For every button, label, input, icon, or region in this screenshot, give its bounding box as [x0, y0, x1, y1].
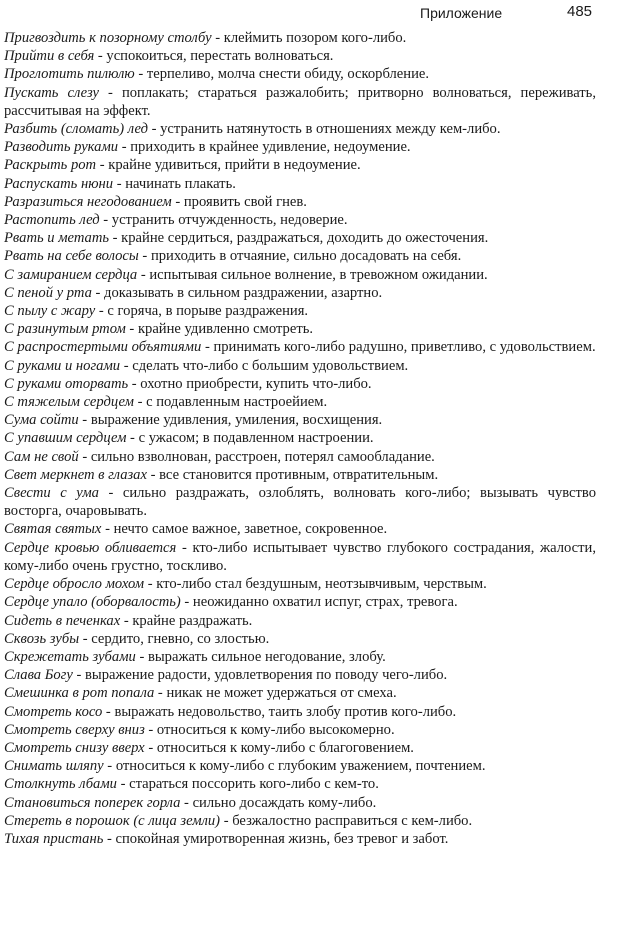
idiom-entry	[4, 739, 596, 757]
idiom-entry	[4, 539, 596, 575]
idiom-entry	[4, 466, 596, 484]
idiom-definition: - начинать плакать.	[113, 175, 236, 192]
idiom-definition: - сильно взволнован, расстроен, потерял самообладание.	[78, 448, 435, 465]
idiom-entry	[4, 120, 596, 138]
idiom-term: Смешинка в рот попала	[4, 685, 155, 702]
idiom-entry	[4, 375, 596, 393]
idiom-entry	[4, 630, 596, 648]
idiom-term: Свести с ума	[4, 485, 99, 502]
idiom-definition: - относиться к кому-либо с глубоким уважением, почтением.	[103, 758, 486, 775]
idiom-definition: - кто-либо испытывает чувство глубокого сострадания, жалости, кому-либо очень грустно, тоскливо.	[4, 539, 596, 574]
idiom-definition: - все становится противным, отвратительным.	[146, 466, 439, 483]
idiom-term: Смотреть снизу вверх	[4, 739, 145, 756]
idiom-entry	[4, 648, 596, 666]
idiom-term: С руками и ногами	[4, 357, 121, 374]
idiom-term: Сердце упало (оборвалость)	[4, 594, 181, 611]
idiom-term: Сам не свой	[4, 448, 79, 465]
idiom-term: С пеной у рта	[4, 284, 92, 301]
idiom-definition: - клеймить позором кого-либо.	[211, 30, 407, 46]
idiom-entry	[4, 247, 596, 265]
idiom-entry	[4, 612, 596, 630]
idiom-entry	[4, 520, 596, 538]
idiom-definition: - проявить свой гнев.	[171, 193, 307, 210]
idiom-term: С распростертыми объятиями	[4, 339, 202, 356]
idiom-term: С разинутым ртом	[4, 321, 126, 338]
idiom-term: Свет меркнет в глазах	[4, 466, 147, 483]
idiom-definition: - относиться к кому-либо с благоговением.	[144, 739, 414, 756]
idiom-entry	[4, 175, 596, 193]
idiom-term: С руками оторвать	[4, 375, 129, 392]
idiom-term: Раскрыть рот	[4, 157, 97, 174]
idiom-entry	[4, 448, 596, 466]
idiom-entry	[4, 284, 596, 302]
idiom-entry	[4, 721, 596, 739]
idiom-definition: - приходить в отчаяние, сильно досадовать на себя.	[138, 248, 462, 265]
idiom-entry	[4, 484, 596, 520]
idiom-entry	[4, 156, 596, 174]
idiom-definition: - выражать сильное негодование, злобу.	[135, 648, 386, 665]
idiom-definition: - охотно приобрести, купить что-либо.	[128, 375, 372, 392]
idiom-term: Сердце обросло мохом	[4, 576, 145, 593]
idiom-entry	[4, 266, 596, 284]
idiom-entry	[4, 320, 596, 338]
idiom-entry	[4, 302, 596, 320]
idiom-entry	[4, 775, 596, 793]
idiom-term: Смотреть косо	[4, 703, 103, 720]
idiom-term: Разразиться негодованием	[4, 193, 172, 210]
idiom-term: С замиранием сердца	[4, 266, 138, 283]
idiom-definition: - кто-либо стал бездушным, неотзывчивым, черствым.	[144, 576, 487, 593]
idiom-term: С пылу с жару	[4, 303, 96, 320]
idiom-term: Смотреть сверху вниз	[4, 721, 145, 738]
page-header	[0, 2, 620, 24]
idiom-term: Тихая пристань	[4, 830, 104, 847]
idiom-term: Становиться поперек горла	[4, 794, 181, 811]
idiom-term: Рвать на себе волосы	[4, 248, 139, 265]
idiom-term: Рвать и метать	[4, 230, 110, 247]
idiom-entry	[4, 593, 596, 611]
idiom-definition: - устранить натянутость в отношениях между кем-либо.	[147, 121, 501, 138]
idiom-entry	[4, 393, 596, 411]
idiom-entry	[4, 812, 596, 830]
idiom-term: Святая святых	[4, 521, 102, 538]
idiom-term: Столкнуть лбами	[4, 776, 117, 793]
idiom-definition: - крайне раздражать.	[120, 612, 253, 629]
idiom-term: Сквозь зубы	[4, 630, 80, 647]
idiom-definition: - испытывая сильное волнение, в тревожном ожидании.	[137, 266, 488, 283]
idiom-term: Стереть в порошок (с лица земли)	[4, 812, 221, 829]
idiom-list	[4, 29, 596, 848]
idiom-term: Разбить (сломать) лед	[4, 121, 148, 138]
idiom-term: Снимать шляпу	[4, 758, 104, 775]
idiom-entry	[4, 138, 596, 156]
idiom-definition: - выражение удивления, умиления, восхищения.	[78, 412, 383, 429]
idiom-entry	[4, 684, 596, 702]
idiom-entry	[4, 830, 596, 848]
idiom-definition: - сильно досаждать кому-либо.	[180, 794, 377, 811]
idiom-entry	[4, 575, 596, 593]
idiom-definition: - стараться поссорить кого-либо с кем-то.	[116, 776, 379, 793]
idiom-definition: - приходить в крайнее удивление, недоумение.	[118, 139, 411, 156]
idiom-term: Сердце кровью обливается	[4, 539, 177, 556]
idiom-definition: - сильно раздражать, озлоблять, волновать кого-либо; вызывать чувство восторга, очаровывать.	[4, 485, 596, 520]
idiom-definition: - крайне удивленно смотреть.	[125, 321, 314, 338]
idiom-term: Распускать нюни	[4, 175, 114, 192]
idiom-definition: - безжалостно расправиться с кем-либо.	[220, 812, 473, 829]
idiom-term: Проглотить пилюлю	[4, 66, 135, 83]
idiom-term: Пускать слезу	[4, 84, 100, 101]
idiom-entry	[4, 703, 596, 721]
idiom-term: С упавшим сердцем	[4, 430, 127, 447]
idiom-definition: - поплакать; стараться разжалобить; притворно волноваться, переживать, рассчитывая на эффект.	[4, 84, 596, 119]
idiom-entry	[4, 193, 596, 211]
idiom-definition: - выражать недовольство, таить злобу против кого-либо.	[102, 703, 457, 720]
idiom-definition: - с ужасом; в подавленном настроении.	[126, 430, 374, 447]
idiom-term: Разводить руками	[4, 139, 119, 156]
idiom-definition: - выражение радости, удовлетворения по поводу чего-либо.	[72, 667, 448, 684]
idiom-definition: - устранить отчужденность, недоверие.	[99, 212, 348, 229]
idiom-definition: - сердито, гневно, со злостью.	[79, 630, 270, 647]
idiom-definition: - с горяча, в порыве раздражения.	[95, 303, 309, 320]
idiom-definition: - доказывать в сильном раздражении, азартно.	[91, 284, 383, 301]
idiom-definition: - относиться к кому-либо высокомерно.	[144, 721, 395, 738]
idiom-definition: - успокоиться, перестать волноваться.	[94, 48, 334, 65]
idiom-definition: - неожиданно охватил испуг, страх, тревога.	[180, 594, 458, 611]
idiom-entry	[4, 29, 596, 47]
idiom-definition: - сделать что-либо с большим удовольствием.	[120, 357, 409, 374]
page-number: 485	[567, 3, 593, 20]
idiom-term: Растопить лед	[4, 212, 100, 229]
idiom-definition: - нечто самое важное, заветное, сокровенное.	[101, 521, 388, 538]
idiom-entry	[4, 65, 596, 83]
idiom-term: Прийти в себя	[4, 48, 95, 65]
idiom-entry	[4, 411, 596, 429]
idiom-term: Сидеть в печенках	[4, 612, 121, 629]
idiom-definition: - крайне сердиться, раздражаться, доходить до ожесточения.	[109, 230, 489, 247]
idiom-entry	[4, 229, 596, 247]
idiom-definition: - принимать кого-либо радушно, приветливо, с удовольствием.	[201, 339, 596, 356]
idiom-definition: - спокойная умиротворенная жизнь, без тревог и забот.	[103, 830, 449, 847]
idiom-term: Сума сойти	[4, 412, 79, 429]
idiom-term: Пригвоздить к позорному столбу	[4, 30, 212, 46]
idiom-entry	[4, 47, 596, 65]
idiom-entry	[4, 794, 596, 812]
idiom-definition: - крайне удивиться, прийти в недоумение.	[96, 157, 361, 174]
idiom-term: Скрежетать зубами	[4, 648, 136, 665]
idiom-entry	[4, 429, 596, 447]
idiom-entry	[4, 757, 596, 775]
idiom-entry	[4, 211, 596, 229]
idiom-definition: - с подавленным настроейием.	[133, 394, 328, 411]
idiom-entry	[4, 84, 596, 120]
section-title: Приложение	[420, 5, 503, 21]
idiom-definition: - терпеливо, молча снести обиду, оскорбление.	[134, 66, 430, 83]
idiom-definition: - никак не может удержаться от смеха.	[154, 685, 397, 702]
idiom-term: Слава Богу	[4, 667, 73, 684]
idiom-entry	[4, 666, 596, 684]
idiom-entry	[4, 357, 596, 375]
idiom-entry	[4, 338, 596, 356]
idiom-term: С тяжелым сердцем	[4, 394, 134, 411]
